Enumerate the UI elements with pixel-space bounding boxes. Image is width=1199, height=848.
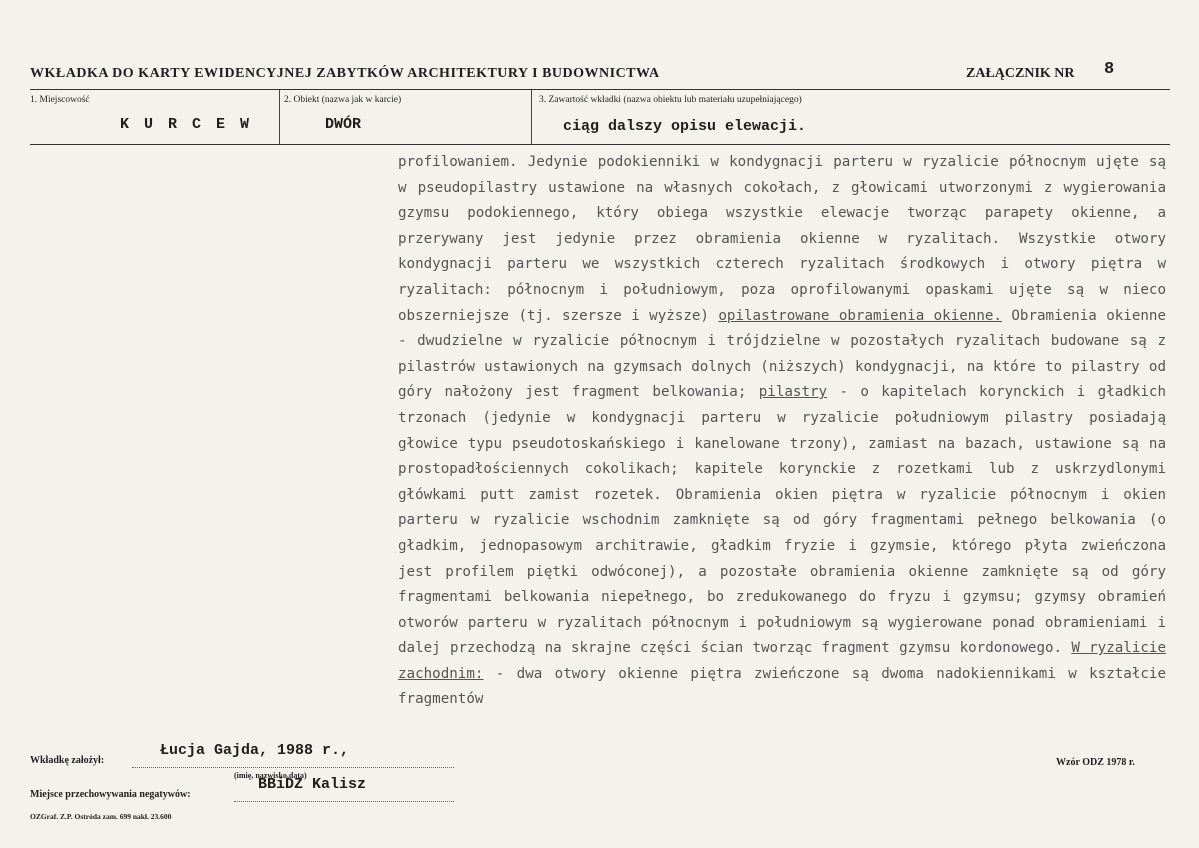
header-rule: [30, 89, 1170, 90]
content-label: 3. Zawartość wkładki (nazwa obiektu lub materiału uzupełniającego): [539, 95, 802, 105]
annex-number: 8: [1104, 60, 1115, 79]
fields-rule: [30, 144, 1170, 145]
annex-label: ZAŁĄCZNIK NR: [966, 66, 1075, 81]
description-text: [398, 150, 1166, 713]
text-part-2: Obramienia okienne - dwudzielne w ryzalicie północnym i trójdzielne w pozostałych ryzalitach budowane są z pilastrów ustawionych na gzymsach dolnych (niższych) kondygnacji, na które to pilastry od góry nałożony jest fragment belkowania;: [398, 307, 1167, 401]
object-value: DWÓR: [325, 116, 362, 133]
text-part-4: - dwa otwory okienne piętra zwieńczone są dwoma nadokiennikami w kształcie fragmentów: [398, 665, 1166, 708]
field-divider-2: [531, 90, 532, 144]
author-line: [132, 767, 454, 768]
locality-label: 1. Miejscowość: [30, 95, 90, 105]
author-label: Wkładkę założył:: [30, 755, 105, 766]
author-value: Łucja Gajda, 1988 r.,: [160, 742, 350, 759]
underlined-heading-1: opilastrowane obramienia okienne.: [718, 307, 1002, 324]
content-value: ciąg dalszy opisu elewacji.: [563, 118, 807, 135]
storage-label: Miejsce przechowywania negatywów:: [30, 789, 191, 800]
show-through-bleed: [300, 18, 1000, 38]
printer-imprint: OZGraf. Z.P. Ostróda zam. 699 nakł. 23.600: [30, 812, 172, 821]
author-hint: (imię, nazwisko,data): [234, 771, 307, 780]
storage-value: BBiDZ Kalisz: [258, 776, 367, 793]
field-divider-1: [279, 90, 280, 144]
underlined-heading-3: W ryzalicie zachodnim:: [398, 640, 1166, 682]
locality-value: K U R C E W: [120, 116, 253, 133]
storage-line: [234, 801, 454, 802]
text-part-1: profilowaniem. Jedynie podokienniki w kondygnacji parteru w ryzalicie północnym ujęte są w pseudopilastry ustawione na własnych cokołach, z głowicami utworzonymi z wygierowania gzymsu podokiennego, który obiega wszystkie elewacje tworząc parapety okienne, a przerywany jest jedynie przez obramienia okienne w ryzalitach. Wszystkie otwory kondygnacji parteru we wszystkich czterech ryzalitach środkowych i otwory piętra w ryzalitach: północnym i południowym, poza oprofilowanymi opaskami ujęte są w nieco obszerniejsze (tj. szersze i wyższe): [398, 154, 1166, 324]
form-title: WKŁADKA DO KARTY EWIDENCYJNEJ ZABYTKÓW ARCHITEKTURY I BUDOWNICTWA: [30, 66, 660, 81]
object-label: 2. Obiekt (nazwa jak w karcie): [284, 95, 402, 105]
text-part-3: - o kapitelach korynckich i gładkich trzonach (jedynie w kondygnacji parteru w ryzalicie południowym pilastry posiadają głowice typu pseudotoskańskiego i kanelowane trzony), zamiast na bazach, ustawione są na prostopadłościennych cokolikach; kapitele korynckie z rozetkami lub z uskrzydlonymi główkami putt zamist rozetek. Obramienia okien piętra w ryzalicie północnym i okien parteru w ryzalicie wschodnim zamknięte są od góry fragmentami pełnego belkowania (o gładkim, jednopasowym architrawie, gładkim fryzie i gzymsie, którego płyta zwieńczona jest profilem piętki odwóconej), a pozostałe obramienia okienne zamknięte są od góry fragmentami belkowania niepełnego, bo zredukowanego do fryzu i gzymsu; gzymsy obramień otworów parteru w ryzalitach północnym i południowym są wygierowane ponad obramieniami i dalej przechodzą na skrajne części ścian tworząc fragment gzymsu kordonowego.: [398, 384, 1166, 657]
underlined-heading-2: pilastry: [758, 384, 828, 401]
template-mark: Wzór ODZ 1978 r.: [1056, 757, 1135, 768]
